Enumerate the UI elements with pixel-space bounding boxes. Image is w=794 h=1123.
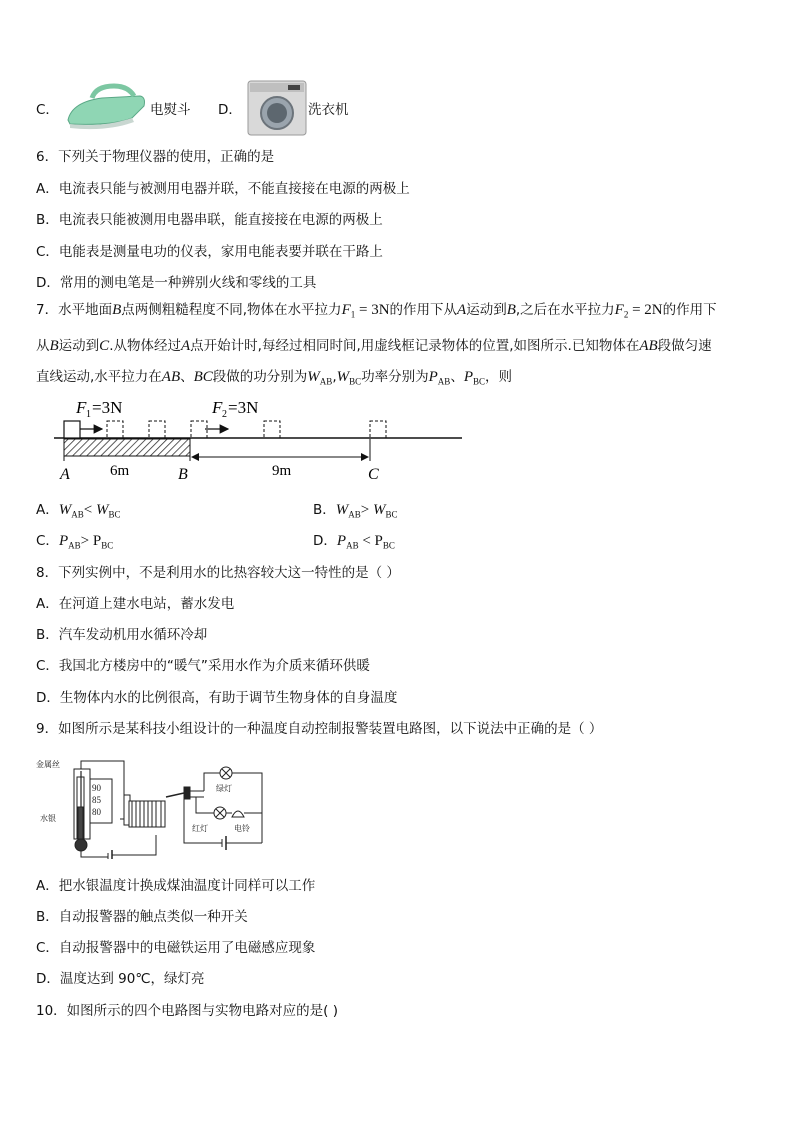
point-b: B: [178, 466, 188, 483]
q9-option-c: C．自动报警器中的电磁铁运用了电磁感应现象: [36, 940, 316, 956]
washing-machine-image: [246, 80, 308, 136]
q7-option-a: A．$W_{AB}< W_{BC}$: [36, 502, 121, 520]
q7-stem-line-3: 直线运动,水平拉力在AB、BC段做的功分别为$W_{AB},W_{BC}$功率分别为$P_{AB}$、$P_{BC}$，则: [36, 368, 512, 387]
q6-option-b: B．电流表只能被测用电器串联，能直接接在电源的两极上: [36, 212, 383, 228]
q9-option-d: D．温度达到 90℃，绿灯亮: [36, 971, 205, 987]
q9-option-a: A．把水银温度计换成煤油温度计同样可以工作: [36, 878, 316, 894]
f1-value: =3N: [92, 398, 123, 417]
red-lamp-label: 红灯: [192, 824, 208, 833]
q7-option-d: D．$P_{AB} < P_{BC}$: [313, 533, 395, 551]
q8-option-a: A．在河道上建水电站，蓄水发电: [36, 596, 235, 612]
green-lamp-label: 绿灯: [216, 784, 232, 793]
iron-image: [62, 80, 150, 132]
q7-option-b: B．$W_{AB}> W_{BC}$: [313, 502, 398, 520]
q7-option-c: C．$P_{AB}> P_{BC}$: [36, 533, 114, 551]
q7-stem-line-1: 7．水平地面B点两侧粗糙程度不同,物体在水平拉力$F_1 = 3N$的作用下从A运动到B,之后在水平拉力$F_2 = 2N$的作用下: [36, 302, 717, 320]
q8-stem: 8．下列实例中，不是利用水的比热容较大这一特性的是（ ）: [36, 565, 400, 581]
f1-symbol: F: [76, 398, 87, 417]
q5-option-c: [36, 98, 59, 118]
ab-distance: 6m: [110, 463, 130, 479]
temp-80: 80: [92, 807, 101, 817]
q5-option-c-label: 电熨斗: [150, 102, 191, 118]
f1-subscript: 1: [86, 409, 91, 420]
point-a: A: [60, 466, 70, 483]
temp-85: 85: [92, 795, 101, 805]
bc-distance: 9m: [272, 463, 292, 479]
block: [64, 421, 80, 438]
rough-surface-ab: [64, 439, 190, 456]
q9-stem: 9．如图所示是某科技小组设计的一种温度自动控制报警装置电路图，以下说法中正确的是（ ）: [36, 721, 603, 737]
q5-option-c-letter: C．: [36, 102, 59, 118]
wire-label: 金属丝: [36, 760, 60, 769]
q6-option-a: A．电流表只能与被测用电器并联，不能直接接在电源的两极上: [36, 181, 410, 197]
f2-symbol: F: [212, 398, 223, 417]
q9-option-b: B．自动报警器的触点类似一种开关: [36, 909, 248, 925]
q8-option-b: B．汽车发动机用水循环冷却: [36, 627, 208, 643]
q5-option-d-label: 洗衣机: [308, 102, 349, 118]
f2-value: =3N: [228, 398, 259, 417]
q7-stem-line-2: 从B运动到C.从物体经过A点开始计时,每经过相同时间,用虚线框记录物体的位置,如图所示.已知物体在AB段做匀速: [36, 337, 712, 354]
q7-motion-diagram: [50, 393, 470, 485]
q5-option-d-letter: D．: [218, 102, 242, 118]
q8-option-c: C．我国北方楼房中的“暖气”采用水作为介质来循环供暖: [36, 658, 370, 674]
q8-option-d: D．生物体内水的比例很高，有助于调节生物身体的自身温度: [36, 690, 398, 706]
temp-90: 90: [92, 783, 101, 793]
f2-subscript: 2: [222, 409, 227, 420]
mercury-label: 水银: [40, 814, 56, 823]
dashed-position-boxes: [107, 421, 386, 438]
bell-label: 电铃: [234, 824, 250, 833]
q6-stem: 6．下列关于物理仪器的使用，正确的是: [36, 149, 275, 165]
point-c: C: [368, 466, 379, 483]
q6-option-d: D．常用的测电笔是一种辨别火线和零线的工具: [36, 275, 317, 291]
q10-stem: 10．如图所示的四个电路图与实物电路对应的是( ): [36, 1003, 339, 1019]
q7-stem: [36, 295, 761, 397]
q9-alarm-circuit-diagram: [36, 757, 276, 859]
q6-option-c: C．电能表是测量电功的仪表，家用电能表要并联在干路上: [36, 244, 383, 260]
